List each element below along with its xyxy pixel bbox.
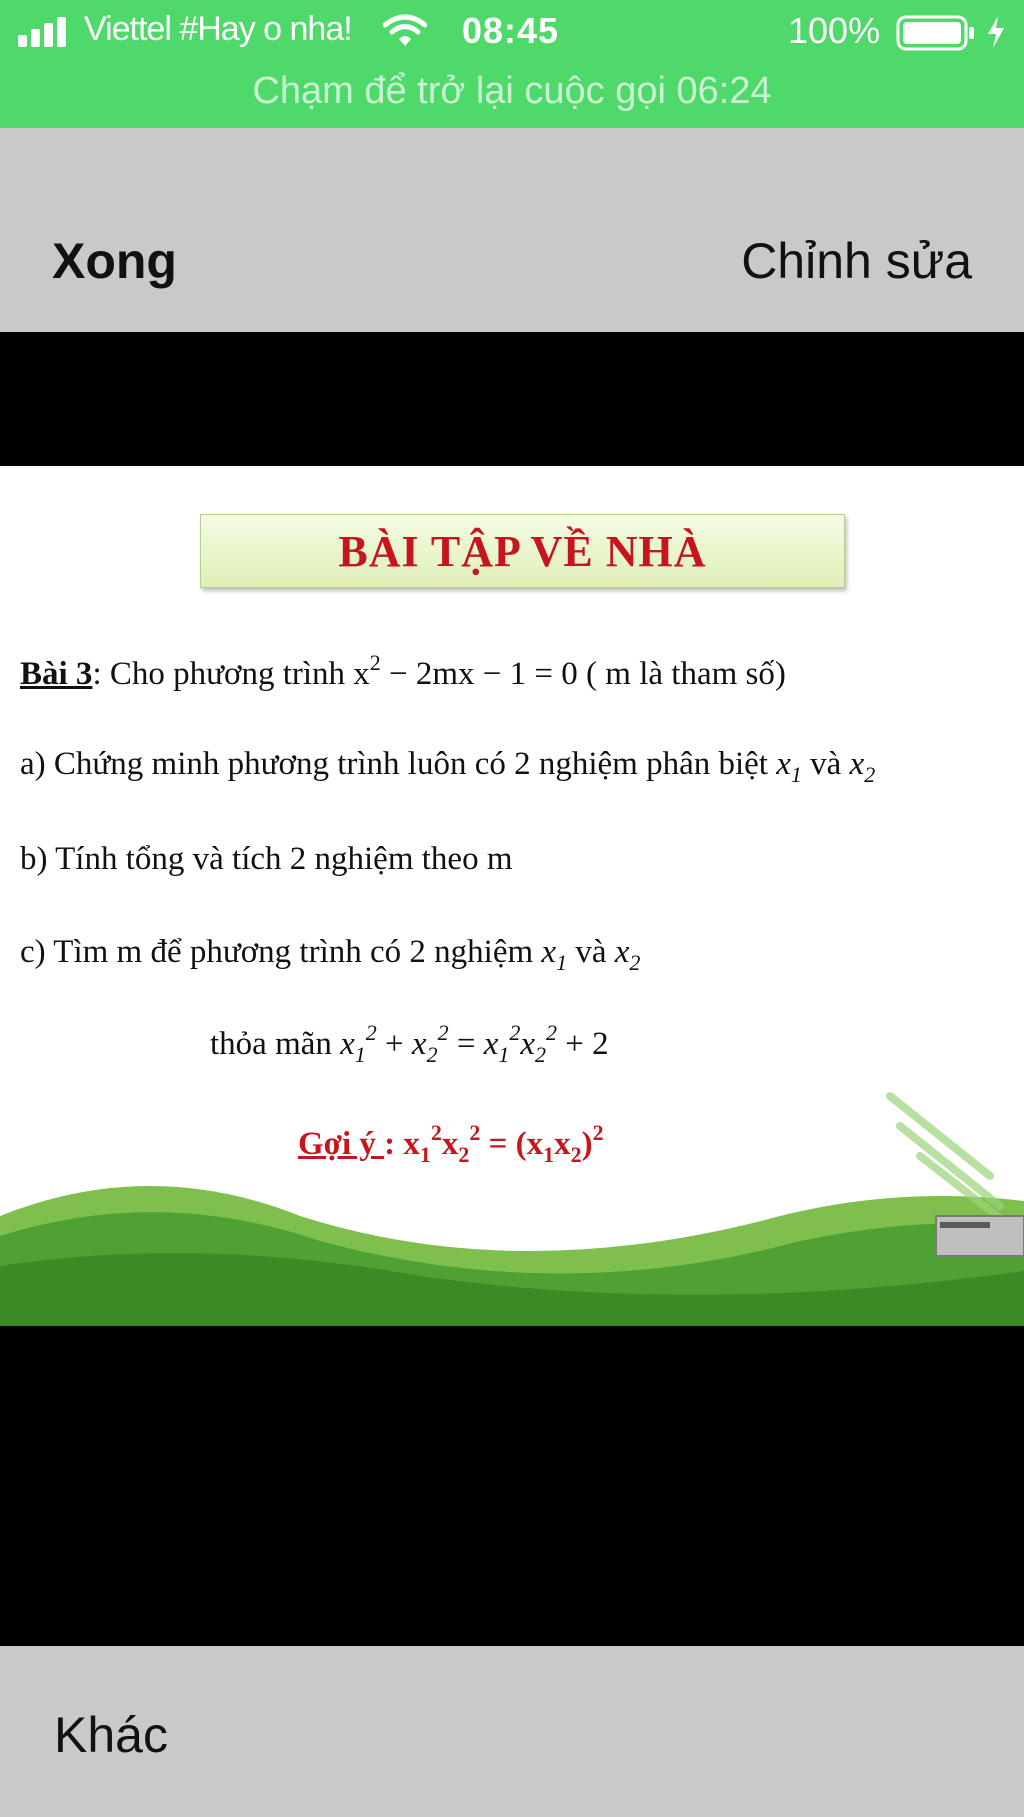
- part-c: c) Tìm m để phương trình có 2 nghiệm $x_1$ và $x_2$: [20, 934, 641, 975]
- status-bar: [0, 0, 1024, 128]
- and-word-c: và: [567, 934, 615, 970]
- signal-icon: [18, 17, 74, 47]
- battery-icon: [896, 14, 976, 52]
- slide-title: BÀI TẬP VỀ NHÀ: [338, 526, 707, 576]
- and-word-a: và: [801, 746, 850, 782]
- equation: $x^2 - 2mx - 1 = 0$: [353, 650, 587, 692]
- problem-statement: [20, 650, 786, 693]
- part-a: a) Chứng minh phương trình luôn có 2 nghiệm phân biệt $x_1$ và $x_2$: [20, 746, 876, 787]
- status-time: 08:45: [462, 10, 560, 51]
- charging-icon: [984, 14, 1008, 50]
- part-b: b) Tính tổng và tích 2 nghiệm theo m: [20, 841, 513, 877]
- slide-decoration: [0, 1066, 1024, 1326]
- bottom-toolbar: [0, 1646, 1024, 1817]
- more-button[interactable]: Khác: [54, 1707, 168, 1763]
- return-to-call-banner[interactable]: Chạm để trở lại cuộc gọi 06:24: [252, 70, 772, 112]
- problem-intro: : Cho phương trình: [92, 656, 354, 692]
- problem-label: Bài 3: [20, 656, 93, 692]
- hint-label: Gợi ý: [298, 1126, 385, 1162]
- carrier-name: Viettel #Hay o nha!: [84, 10, 352, 48]
- condition-prefix: thỏa mãn: [210, 1026, 341, 1062]
- top-toolbar: [0, 128, 1024, 332]
- done-button[interactable]: Xong: [52, 233, 177, 289]
- slide-image[interactable]: [0, 466, 1024, 1326]
- battery-percentage: 100%: [788, 10, 881, 51]
- wifi-icon: [383, 13, 427, 47]
- problem-tail: ( m là tham số): [586, 656, 786, 692]
- part-a-text: a) Chứng minh phương trình luôn có 2 nghiệm phân biệt: [20, 746, 777, 782]
- edit-button[interactable]: Chỉnh sửa: [741, 233, 972, 289]
- part-c-text: c) Tìm m để phương trình có 2 nghiệm: [20, 934, 542, 970]
- hint: Gợi ý : $x_1^2x_2^2 = (x_1x_2)^2$: [298, 1120, 604, 1167]
- condition: thỏa mãn $x_1^2 + x_2^2 = x_1^2x_2^2 + 2$: [210, 1020, 609, 1067]
- slide-title-box: [200, 514, 845, 588]
